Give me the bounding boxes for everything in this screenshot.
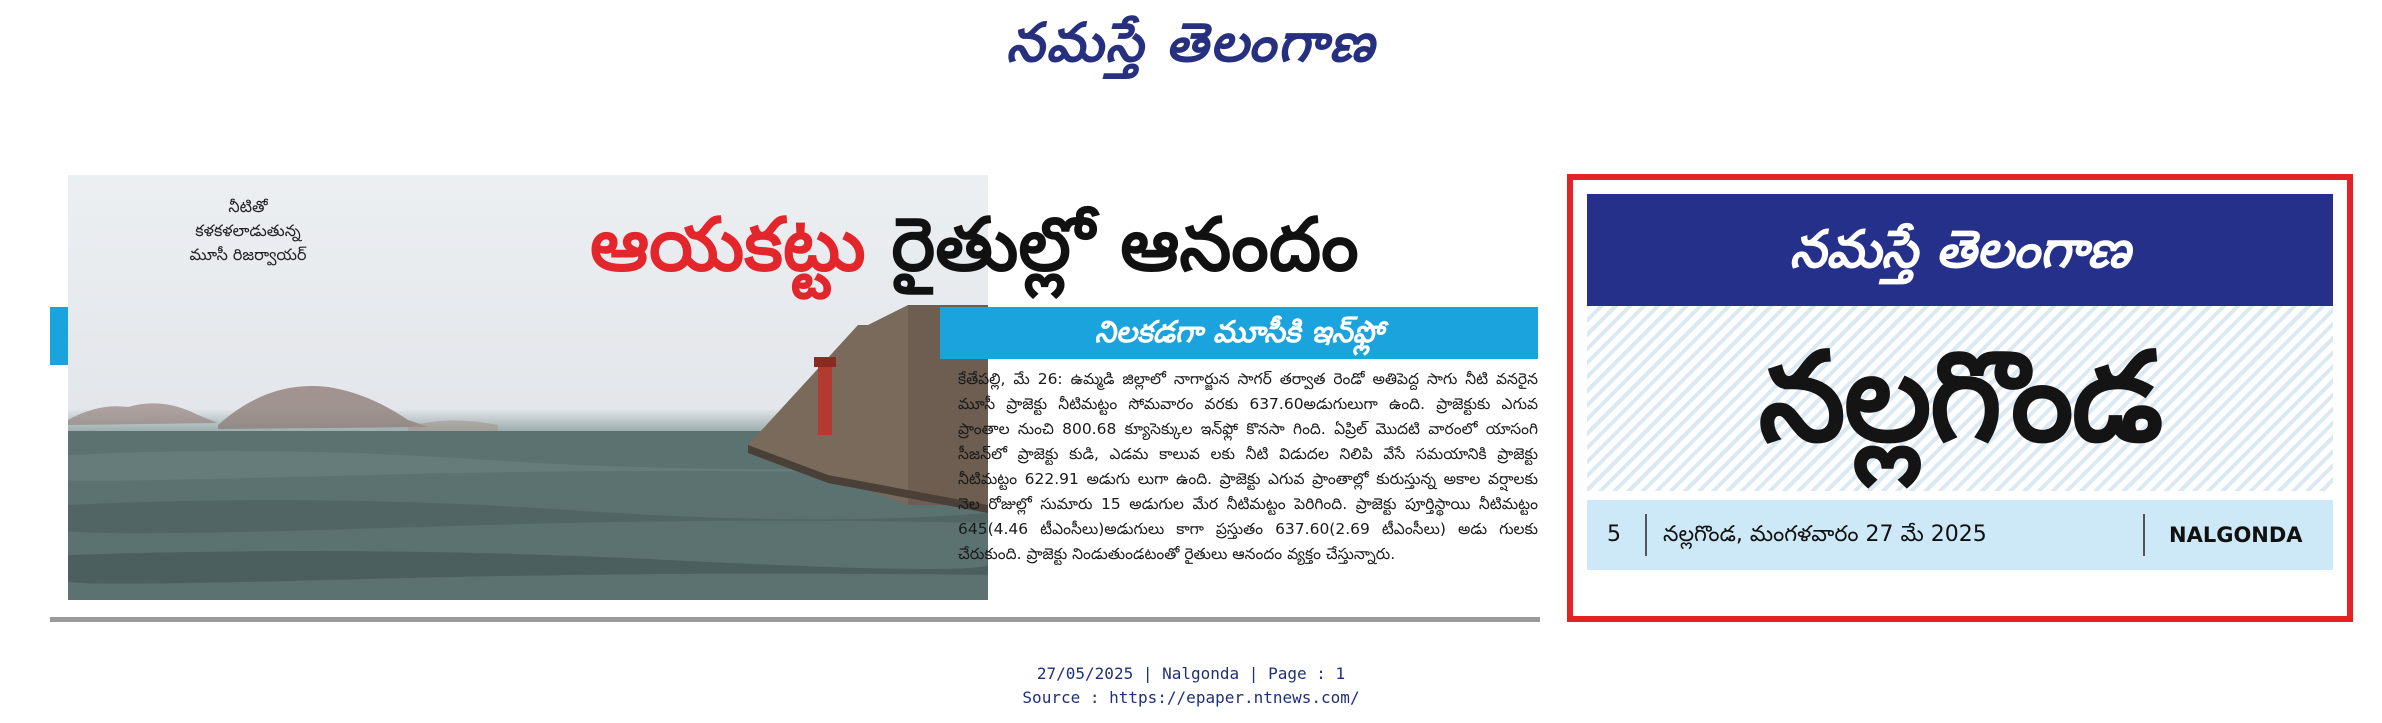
- edition-masthead-title: నమస్తే తెలంగాణ: [1587, 194, 2333, 306]
- photo-caption: [148, 195, 348, 267]
- footer-source-link[interactable]: Source : https://epaper.ntnews.com/: [1022, 688, 1360, 707]
- article-divider: [50, 617, 1540, 622]
- footer-page-info: 27/05/2025 | Nalgonda | Page : 1: [1036, 664, 1346, 683]
- photo-caption-line: నీటితో: [228, 197, 268, 216]
- photo-caption-line: మూసీ రిజర్వాయర్: [189, 245, 307, 264]
- masthead-logo: నమస్తే తెలంగాణ: [1006, 10, 1376, 74]
- article-body: కేతేపల్లి, మే 26: ఉమ్మడి జిల్లాలో నాగార్జున సాగర్ తర్వాత రెండో అతిపెద్ద సాగు నీటి వనరైన మూసీ ప్రాజెక్టు నీటిమట్టం సోమవారం వరకు 637.60అడుగులుగా ఉంది. ప్రాజెక్టుకు ఎగువ ప్రాంతాల నుంచి 800.68 క్యూసెక్కుల ఇన్‌ఫ్లో కొనసా గింది. ఏప్రిల్ మొదటి వారంలో యాసంగి సీజన్‌లో ప్రాజెక్టు కుడి, ఎడమ కాలువ లకు నీటి విడుదల నిలిపి వేసే సమయానికి ప్రాజెక్టు నీటిమట్టం 622.91 అడుగు లుగా ఉంది. ప్రాజెక్టు ఎగువ ప్రాంతాల్లో కురుస్తున్న అకాల వర్షాలకు నెల రోజుల్లో సుమారు 15 అడుగుల మేర నీటిమట్టం పెరిగింది. ప్రాజెక్టు పూర్తిస్థాయి నీటిమట్టం 645(4.46 టీఎంసీలు)అడుగులు కాగా ప్రస్తుతం 637.60(2.69 టీఎంసీలు) అడు గులకు చేరుకుంది. ప్రాజెక్టు నిండుతుండటంతో రైతులు ఆనందం వ్యక్తం చేస్తున్నారు.: [958, 370, 1538, 563]
- date-text: నల్లగొండ, మంగళవారం 27 మే 2025: [1663, 522, 1987, 547]
- dateline-divider: [2143, 514, 2145, 556]
- article-subheading: నిలకడగా మూసీకి ఇన్‌ఫ్లో: [940, 307, 1538, 359]
- page-number: 5: [1607, 522, 1621, 547]
- headline-red-part: ఆయకట్టు: [590, 202, 866, 288]
- blue-accent-bar: [50, 307, 68, 365]
- edition-dateline: [1587, 500, 2333, 570]
- article-headline: [590, 195, 1550, 295]
- photo-caption-line: కళకళలాడుతున్న: [195, 221, 301, 240]
- edition-name-panel: [1587, 306, 2333, 491]
- edition-masthead-box: [1567, 174, 2353, 622]
- edition-name: నల్లగొండ: [1758, 326, 2162, 470]
- headline-black-part: రైతుల్లో ఆనందం: [891, 202, 1359, 288]
- dateline-divider: [1645, 514, 1647, 556]
- edition-name-english: NALGONDA: [2169, 523, 2303, 547]
- news-article: [50, 175, 1540, 630]
